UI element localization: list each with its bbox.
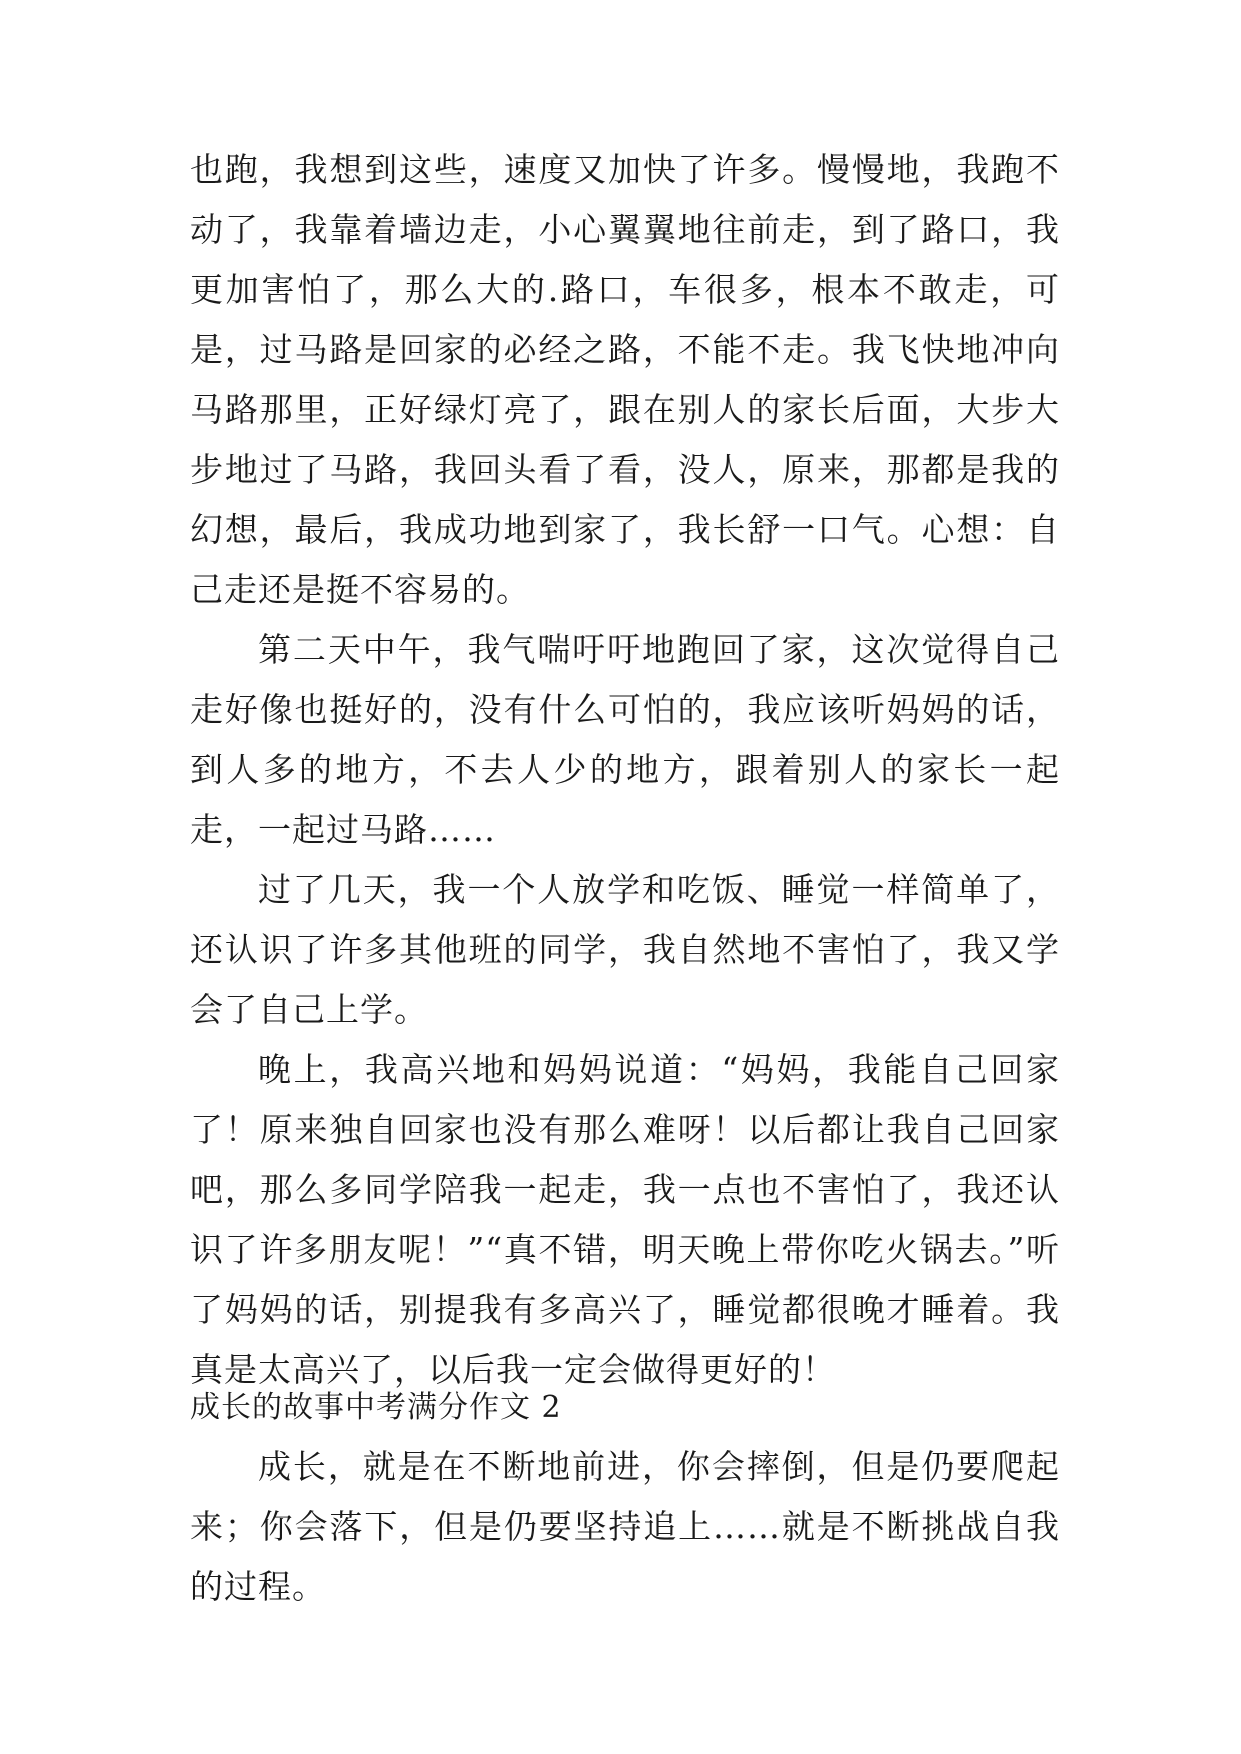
paragraph-evening: 晚上，我高兴地和妈妈说道：“妈妈，我能自己回家了！原来独自回家也没有那么难呀！以后都让我自己回家吧，那么多同学陪我一起走，我一点也不害怕了，我还认识了许多朋友呢！”“真不错，明天晚上带你吃火锅去。”听了妈妈的话，别提我有多高兴了，睡觉都很晚才睡着。我真是太高兴了，以后我一定会做得更好的！ — [190, 1050, 1060, 1389]
section-heading: 成长的故事中考满分作文 2 — [190, 1390, 562, 1425]
paragraph-second-day: 第二天中午，我气喘吁吁地跑回了家，这次觉得自己走好像也挺好的，没有什么可怕的，我应该听妈妈的话，到人多的地方，不去人少的地方，跟着别人的家长一起走，一起过马路…… — [190, 630, 1060, 849]
essay-body-part1 — [190, 140, 1060, 1400]
paragraph-few-days-later: 过了几天，我一个人放学和吃饭、睡觉一样简单了，还认识了许多其他班的同学，我自然地不害怕了，我又学会了自己上学。 — [190, 870, 1060, 1029]
essay-body-part2 — [190, 1437, 1060, 1617]
paragraph-continuation: 也跑，我想到这些，速度又加快了许多。慢慢地，我跑不动了，我靠着墙边走，小心翼翼地往前走，到了路口，我更加害怕了，那么大的.路口，车很多，根本不敢走，可是，过马路是回家的必经之路，不能不走。我飞快地冲向马路那里，正好绿灯亮了，跟在别人的家长后面，大步大步地过了马路，我回头看了看，没人，原来，那都是我的幻想，最后，我成功地到家了，我长舒一口气。心想：自己走还是挺不容易的。 — [190, 150, 1060, 609]
paragraph-growth-definition: 成长，就是在不断地前进，你会摔倒，但是仍要爬起来；你会落下，但是仍要坚持追上……就是不断挑战自我的过程。 — [190, 1447, 1060, 1606]
